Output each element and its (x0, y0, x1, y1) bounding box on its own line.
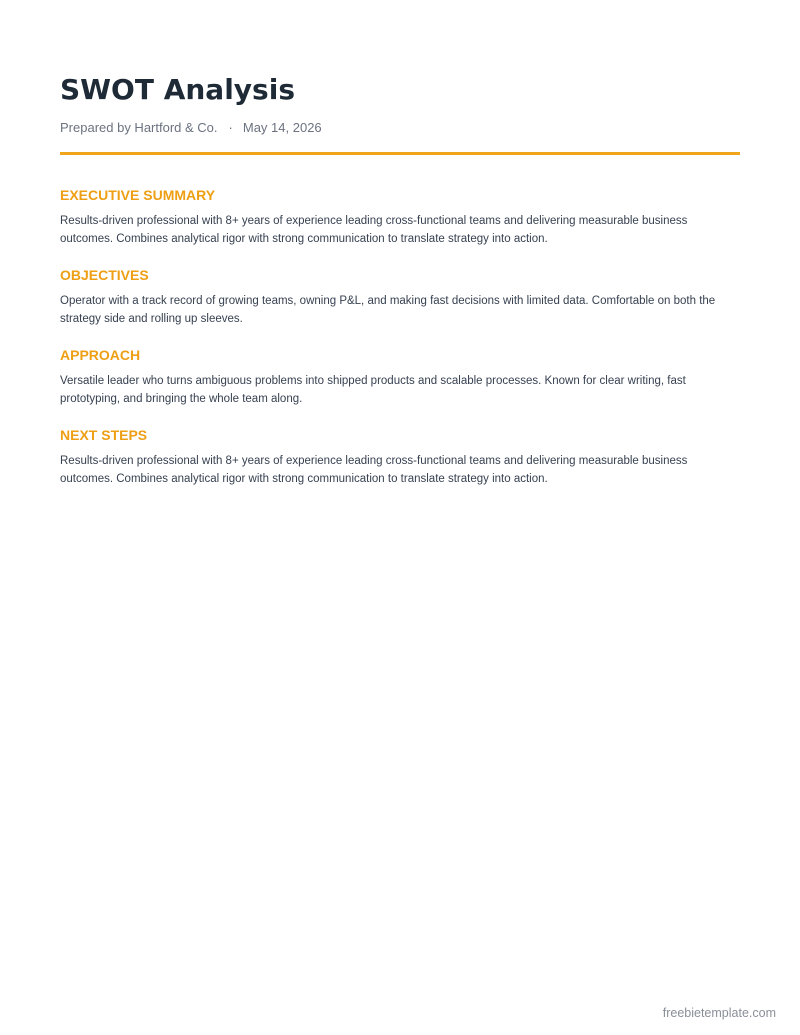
section-body: Versatile leader who turns ambiguous problems into shipped products and scalable processes. Known for clear writing, fast prototyping, and bringing the whole team along. (60, 375, 686, 405)
section-heading: APPROACH (60, 347, 141, 363)
section-body: Operator with a track record of growing teams, owning P&L, and making fast decisions with limited data. Comfortable on both the strategy side and rolling up sleeves. (60, 295, 716, 325)
prepared-by-text: Prepared by Hartford & Co. (60, 120, 218, 135)
section-objectives (60, 266, 740, 328)
section-heading: EXECUTIVE SUMMARY (60, 187, 216, 203)
document-title: SWOT Analysis (60, 73, 295, 106)
section-next-steps (60, 426, 740, 488)
header-divider (60, 152, 740, 155)
section-heading: OBJECTIVES (60, 267, 149, 283)
section-body: Results-driven professional with 8+ years of experience leading cross-functional teams and delivering measurable business outcomes. Combines analytical rigor with strong communication to translate strategy into action. (60, 215, 688, 245)
document-date: May 14, 2026 (242, 120, 322, 135)
section-executive-summary (60, 186, 740, 248)
section-heading: NEXT STEPS (60, 427, 148, 443)
section-body: Results-driven professional with 8+ years of experience leading cross-functional teams and delivering measurable business outcomes. Combines analytical rigor with strong communication to translate strategy into action. (60, 455, 688, 485)
footer-site-link[interactable]: freebietemplate.com (662, 1006, 776, 1020)
meta-separator: · (228, 120, 233, 135)
section-approach (60, 346, 740, 408)
document-meta (60, 119, 322, 136)
